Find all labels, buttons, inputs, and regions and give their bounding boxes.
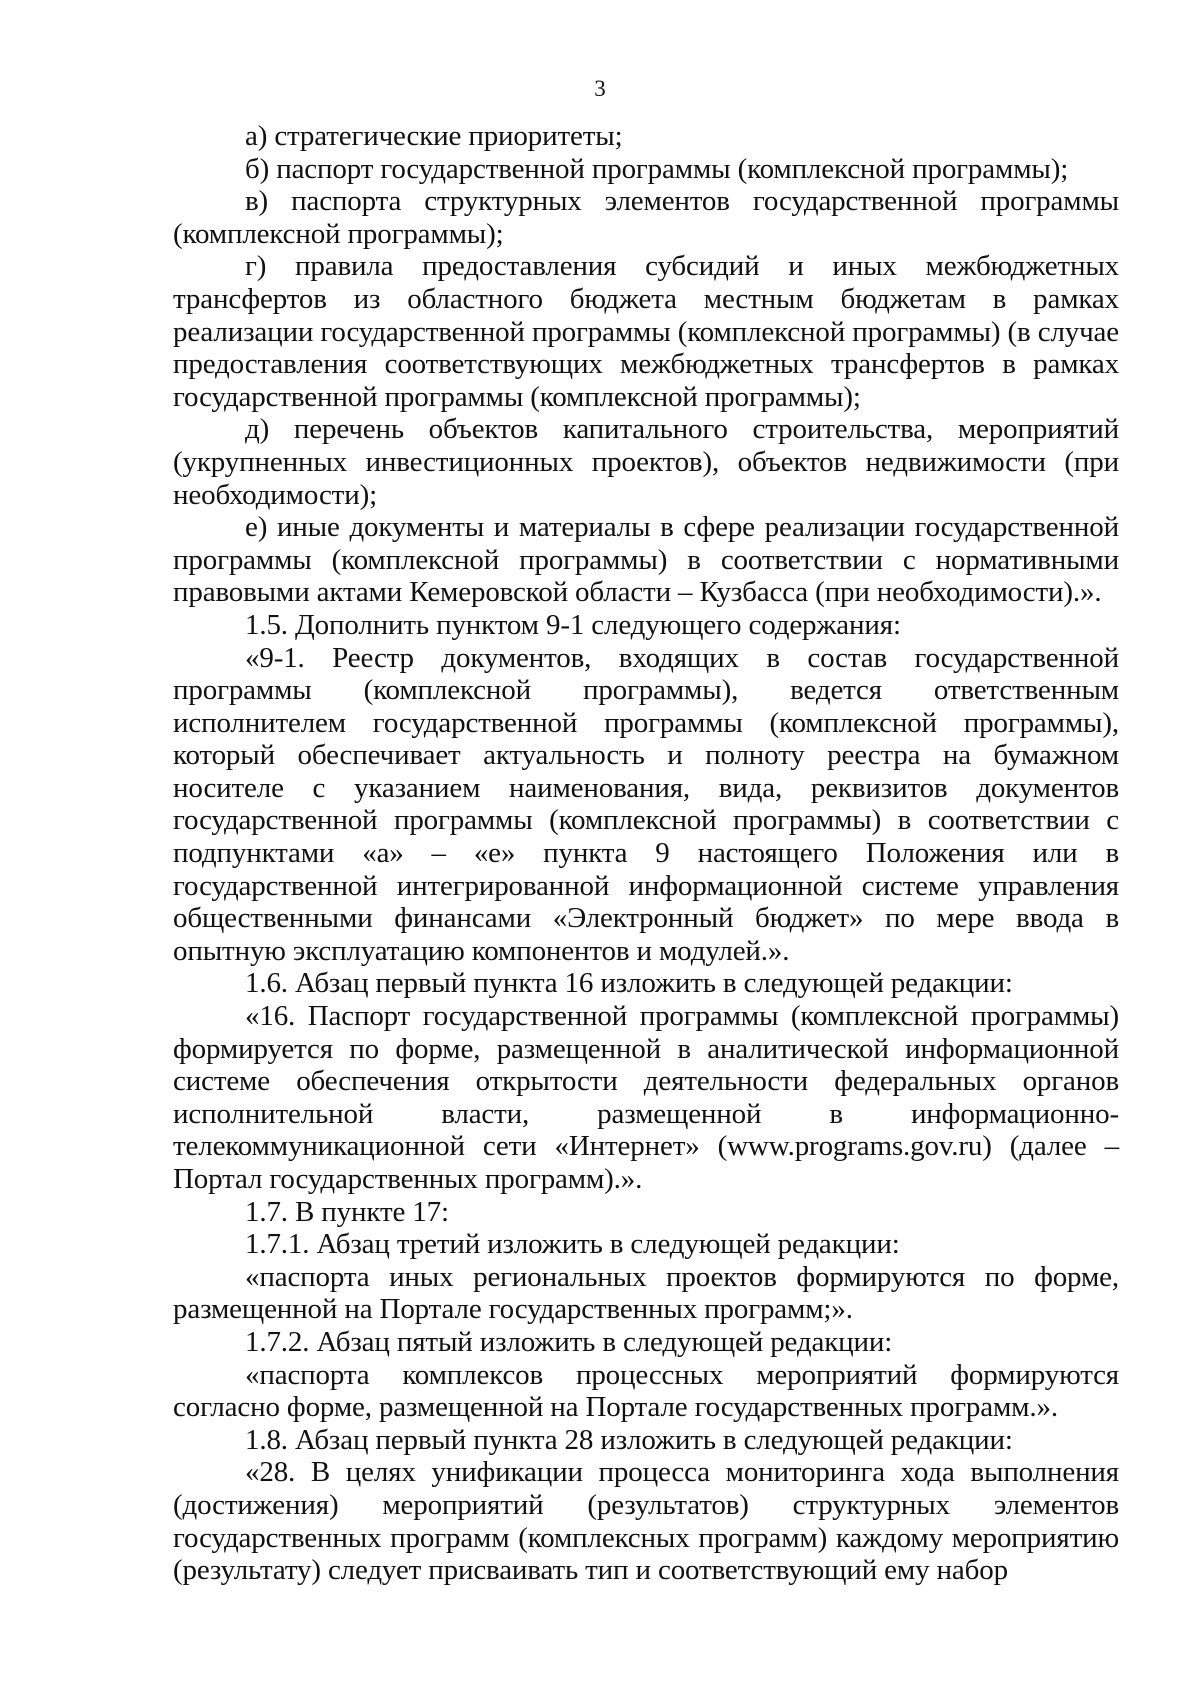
document-body [173, 120, 1119, 1587]
paragraph-16-passport: «16. Паспорт государственной программы (комплексной программы) формируется по форме, размещенной в аналитической информационной системе обеспечения открытости деятельности федеральных органов исполнительной власти, размещенной в информационно-телекоммуникационной сети «Интернет» (www.programs.gov.ru) (далее – Портал государственных программ).». [173, 1000, 1119, 1195]
paragraph-1-8: 1.8. Абзац первый пункта 28 изложить в следующей редакции: [245, 1423, 1013, 1456]
paragraph-1-7-1: 1.7.1. Абзац третий изложить в следующей редакции: [245, 1228, 900, 1261]
paragraph-b-program-passport: б) паспорт государственной программы (комплексной программы); [245, 152, 1069, 185]
paragraph-1-5: 1.5. Дополнить пунктом 9-1 следующего содержания: [245, 608, 901, 641]
paragraph-1-6: 1.6. Абзац первый пункта 16 изложить в следующей редакции: [245, 967, 1013, 1000]
paragraph-1-7: 1.7. В пункте 17: [245, 1195, 449, 1228]
paragraph-d-capital-objects: д) перечень объектов капитального строительства, мероприятий (укрупненных инвестиционных проектов), объектов недвижимости (при необходимости); [173, 413, 1119, 511]
paragraph-v-structural-elements: в) паспорта структурных элементов государственной программы (комплексной программы); [173, 185, 1119, 250]
paragraph-28-monitoring: «28. В целях унификации процесса мониторинга хода выполнения (достижения) мероприятий (результатов) структурных элементов государственных программ (комплексных программ) каждому мероприятию (результату) следует присваивать тип и соответствующий ему набор [173, 1456, 1119, 1587]
paragraph-a-strategic-priorities: а) стратегические приоритеты; [245, 120, 623, 152]
paragraph-process-complexes: «паспорта комплексов процессных мероприятий формируются согласно форме, размещенной на Портале государственных программ.». [173, 1358, 1119, 1424]
paragraph-regional-projects: «паспорта иных региональных проектов формируются по форме, размещенной на Портале государственных программ;». [173, 1260, 1119, 1326]
paragraph-g-subsidy-rules: г) правила предоставления субсидий и иных межбюджетных трансфертов из областного бюджета местным бюджетам в рамках реализации государственной программы (комплексной программы) (в случае предоставления соответствующих межбюджетных трансфертов в рамках государственной программы (комплексной программы); [173, 250, 1119, 413]
page-number: 3 [594, 76, 606, 101]
paragraph-e-other-documents: е) иные документы и материалы в сфере реализации государственной программы (комплексной программы) в соответствии с нормативными правовыми актами Кемеровской области – Кузбасса (при необходимости).». [173, 511, 1119, 609]
paragraph-1-7-2: 1.7.2. Абзац пятый изложить в следующей редакции: [245, 1325, 893, 1358]
paragraph-9-1-registry: «9-1. Реестр документов, входящих в состав государственной программы (комплексной программы), ведется ответственным исполнителем государственной программы (комплексной программы), который обеспечивает актуальность и полноту реестра на бумажном носителе с указанием наименования, вида, реквизитов документов государственной программы (комплексной программы) в соответствии с подпунктами «а» – «е» пункта 9 настоящего Положения или в государственной интегрированной информационной системе управления общественными финансами «Электронный бюджет» по мере ввода в опытную эксплуатацию компонентов и модулей.». [173, 641, 1119, 967]
